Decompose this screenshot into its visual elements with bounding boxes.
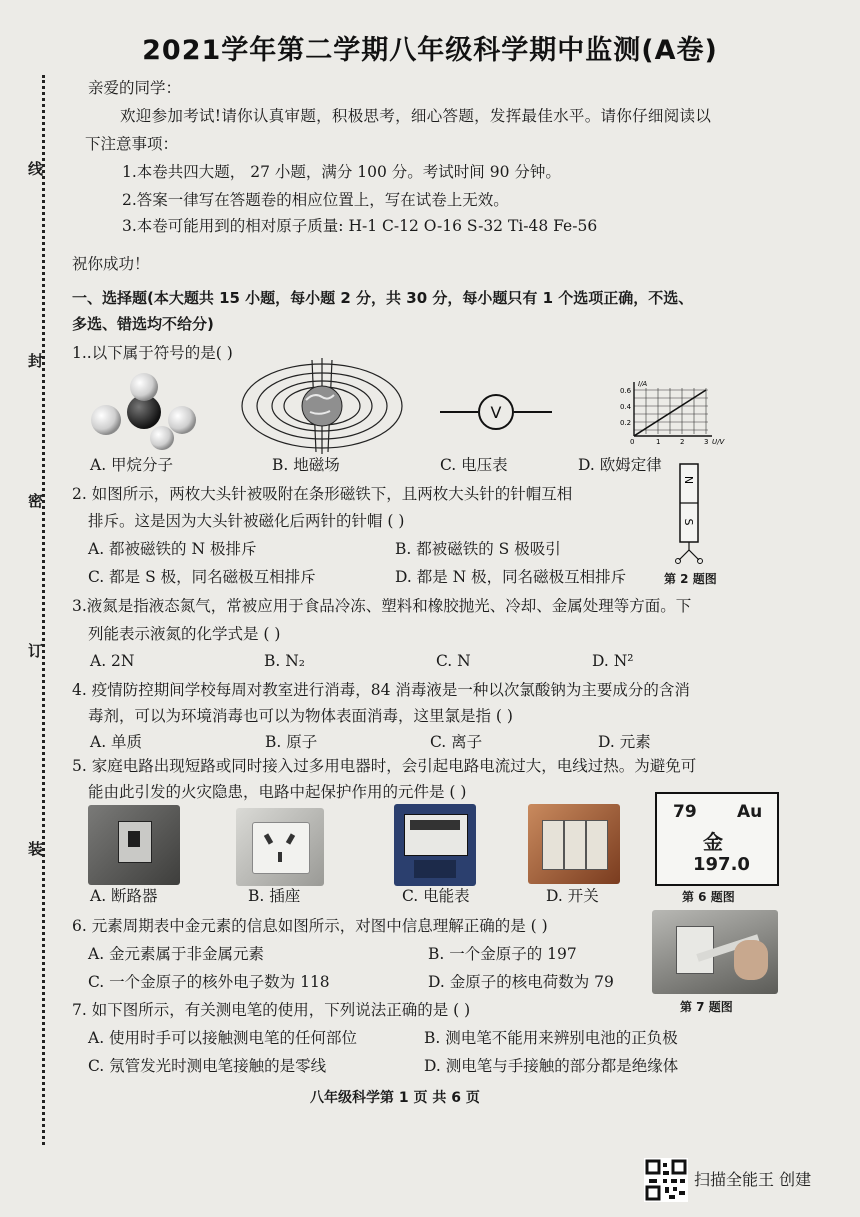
q4-option-b: B. 原子 — [265, 733, 318, 751]
voltmeter-symbol-figure — [440, 392, 552, 432]
gold-element-card — [655, 792, 779, 886]
binding-char-xian: 线 — [28, 160, 44, 178]
binding-char-zhuang: 装 — [28, 840, 44, 858]
scanner-watermark: 扫描全能王 创建 — [694, 1170, 812, 1189]
q2-option-a: A. 都被磁铁的 N 极排斥 — [88, 540, 257, 558]
ohms-law-graph-figure — [612, 378, 742, 446]
q3-option-a: A. 2N — [90, 652, 135, 670]
q4-stem-line-2: 毒剂，可以为环境消毒也可以为物体表面消毒，这里氯是指 ( ) — [88, 707, 513, 725]
q5-option-d: D. 开关 — [546, 887, 599, 905]
binding-char-ding: 订 — [28, 642, 44, 660]
intro-line-1: 欢迎参加考试!请你认真审题，积极思考，细心答题，发挥最佳水平。请你仔细阅读以 — [120, 107, 712, 125]
graph-xtick: 0 — [630, 438, 635, 446]
magnet-pole-n: N — [682, 475, 695, 485]
q6-option-a: A. 金元素属于非金属元素 — [88, 945, 265, 963]
q7-figure-caption: 第 7 题图 — [680, 1000, 733, 1014]
element-name: 金 — [703, 830, 723, 854]
qr-code-icon — [644, 1158, 688, 1202]
q6-option-d: D. 金原子的核电荷数为 79 — [428, 973, 614, 991]
q1-stem: 1..以下属于符号的是( ) — [72, 344, 233, 362]
q5-option-b: B. 插座 — [248, 887, 301, 905]
q2-figure-caption: 第 2 题图 — [664, 572, 717, 586]
q1-option-d: D. 欧姆定律 — [578, 456, 662, 474]
graph-xtick: 2 — [680, 438, 685, 446]
wish: 祝你成功！ — [72, 255, 150, 273]
q2-stem-line-1: 2. 如图所示，两枚大头针被吸附在条形磁铁下，且两枚大头针的针帽互相 — [72, 485, 573, 503]
q5-option-a: A. 断路器 — [90, 887, 158, 905]
graph-ytick: 0.6 — [620, 387, 632, 395]
q7-option-a: A. 使用时手可以接触测电笔的任何部位 — [88, 1029, 358, 1047]
q2-option-b: B. 都被磁铁的 S 极吸引 — [395, 540, 561, 558]
q3-option-d: D. N² — [592, 652, 634, 670]
q7-option-b: B. 测电笔不能用来辨别电池的正负极 — [424, 1029, 678, 1047]
q3-option-b: B. N₂ — [264, 652, 306, 670]
bar-magnet-figure — [670, 462, 710, 570]
binding-dotted-line — [42, 75, 45, 1145]
intro-line-2: 下注意事项： — [85, 135, 179, 153]
binding-char-feng: 封 — [28, 352, 44, 370]
note-3: 3.本卷可能用到的相对原子质量: H-1 C-12 O-16 S-32 Ti-48 Fe-56 — [122, 217, 598, 235]
q6-option-b: B. 一个金原子的 197 — [428, 945, 577, 963]
section-heading-line-1: 一、选择题(本大题共 15 小题，每小题 2 分，共 30 分，每小题只有 1 个选项正确，不选、 — [72, 289, 694, 307]
q3-stem-line-2: 列能表示液氮的化学式是 ( ) — [88, 625, 281, 643]
element-symbol: Au — [737, 802, 763, 822]
circuit-breaker-photo — [88, 805, 180, 885]
q2-option-d: D. 都是 N 极，同名磁极互相排斥 — [395, 568, 627, 586]
element-atomic-number: 79 — [673, 802, 697, 822]
q6-option-c: C. 一个金原子的核外电子数为 118 — [88, 973, 330, 991]
q4-option-c: C. 离子 — [430, 733, 483, 751]
q1-option-a: A. 甲烷分子 — [90, 456, 174, 474]
graph-ytick: 0.4 — [620, 403, 632, 411]
magnet-pole-s: S — [682, 518, 695, 526]
methane-molecule-figure — [84, 372, 204, 452]
graph-xtick: 3 — [704, 438, 709, 446]
graph-xlabel: U/V — [712, 438, 725, 446]
geomagnetic-field-figure — [240, 356, 405, 456]
q4-option-d: D. 元素 — [598, 733, 651, 751]
q3-option-c: C. N — [436, 652, 471, 670]
voltmeter-letter: V — [490, 403, 502, 422]
q2-stem-line-2: 排斥。这是因为大头针被磁化后两针的针帽 ( ) — [88, 512, 405, 530]
page-footer: 八年级科学第 1 页 共 6 页 — [310, 1090, 480, 1106]
q7-option-d: D. 测电笔与手接触的部分都是绝缘体 — [424, 1057, 679, 1075]
section-heading-line-2: 多选、错选均不给分) — [72, 315, 214, 333]
note-1: 1.本卷共四大题， 27 小题，满分 100 分。考试时间 90 分钟。 — [122, 163, 561, 181]
graph-ytick: 0.2 — [620, 419, 632, 427]
q7-stem: 7. 如下图所示，有关测电笔的使用，下列说法正确的是 ( ) — [72, 1001, 471, 1019]
q1-option-b: B. 地磁场 — [272, 456, 340, 474]
q5-stem-line-2: 能由此引发的火灾隐患，电路中起保护作用的元件是 ( ) — [88, 783, 467, 801]
q2-option-c: C. 都是 S 极，同名磁极互相排斥 — [88, 568, 316, 586]
electric-meter-photo — [394, 804, 476, 886]
test-pen-photo — [652, 910, 778, 994]
q6-stem: 6. 元素周期表中金元素的信息如图所示，对图中信息理解正确的是 ( ) — [72, 917, 548, 935]
element-atomic-mass: 197.0 — [693, 854, 750, 875]
q4-option-a: A. 单质 — [90, 733, 143, 751]
exam-title: 2021学年第二学期八年级科学期中监测(A卷) — [142, 35, 718, 66]
q1-option-c: C. 电压表 — [440, 456, 508, 474]
q7-option-c: C. 氖管发光时测电笔接触的是零线 — [88, 1057, 327, 1075]
q3-stem-line-1: 3.液氮是指液态氮气，常被应用于食品冷冻、塑料和橡胶抛光、冷却、金属处理等方面。下 — [72, 597, 692, 615]
switch-photo — [528, 804, 620, 884]
greeting: 亲爱的同学： — [88, 79, 182, 97]
graph-ylabel: I/A — [638, 380, 648, 388]
note-2: 2.答案一律写在答题卷的相应位置上，写在试卷上无效。 — [122, 191, 509, 209]
q4-stem-line-1: 4. 疫情防控期间学校每周对教室进行消毒，84 消毒液是一种以次氯酸钠为主要成分的含消 — [72, 681, 690, 699]
q5-option-c: C. 电能表 — [402, 887, 470, 905]
binding-char-mi: 密 — [28, 492, 44, 510]
graph-xtick: 1 — [656, 438, 661, 446]
q6-figure-caption: 第 6 题图 — [682, 890, 735, 904]
socket-photo — [236, 808, 324, 886]
q5-stem-line-1: 5. 家庭电路出现短路或同时接入过多用电器时，会引起电路电流过大，电线过热。为避免可 — [72, 757, 697, 775]
